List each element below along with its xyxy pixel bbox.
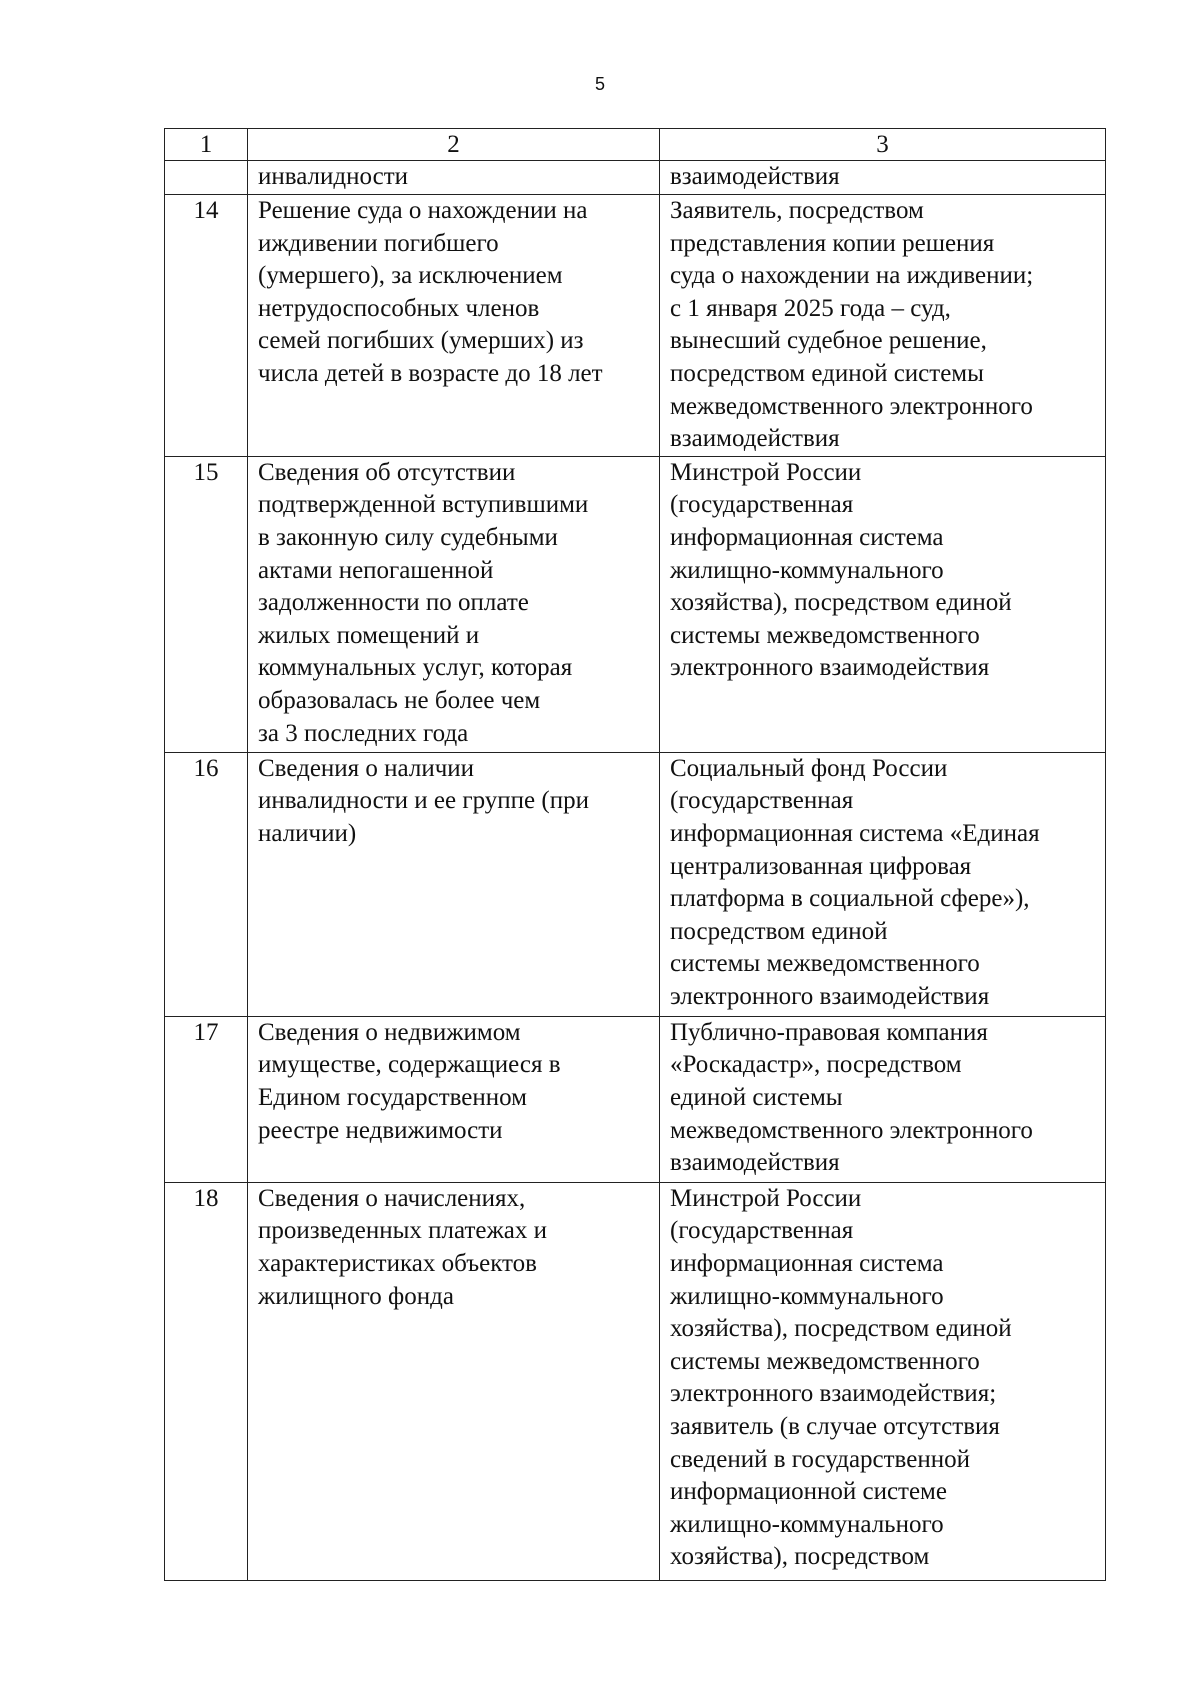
continuation-row bbox=[165, 161, 1106, 195]
row-number-cell bbox=[165, 161, 248, 195]
table-row bbox=[165, 752, 1106, 1016]
row-number-cell: 15 bbox=[165, 456, 248, 752]
table-header-row bbox=[165, 129, 1106, 161]
table-row bbox=[165, 1182, 1106, 1580]
document-cell: Решение суда о нахождении на иждивении погибшего (умершего), за исключением нетрудоспособных членов семей погибших (умерших) из числа детей в возрасте до 18 лет bbox=[248, 195, 660, 457]
row-number-cell: 14 bbox=[165, 195, 248, 457]
row-number-cell: 18 bbox=[165, 1182, 248, 1580]
documents-table bbox=[164, 128, 1106, 1581]
document-cell: Сведения об отсутствии подтвержденной вступившими в законную силу судебными актами непогашенной задолженности по оплате жилых помещений и коммунальных услуг, которая образовалась не более чем за 3 последних года bbox=[248, 456, 660, 752]
document-cell: Сведения о недвижимом имуществе, содержащиеся в Едином государственном реестре недвижимости bbox=[248, 1016, 660, 1182]
document-cell: инвалидности bbox=[248, 161, 660, 195]
header-cell-column-3: 3 bbox=[660, 129, 1106, 161]
row-number-cell: 17 bbox=[165, 1016, 248, 1182]
source-cell: Публично-правовая компания «Роскадастр», посредством единой системы межведомственного электронного взаимодействия bbox=[660, 1016, 1106, 1182]
source-cell: Минстрой России (государственная информационная система жилищно-коммунального хозяйства), посредством единой системы межведомственного электронного взаимодействия; заявитель (в случае отсутствия сведений в государственной информационной системе жилищно-коммунального хозяйства), посредством bbox=[660, 1182, 1106, 1580]
document-cell: Сведения о начислениях, произведенных платежах и характеристиках объектов жилищного фонда bbox=[248, 1182, 660, 1580]
row-number-cell: 16 bbox=[165, 752, 248, 1016]
source-cell: взаимодействия bbox=[660, 161, 1106, 195]
header-cell-column-2: 2 bbox=[248, 129, 660, 161]
source-cell: Минстрой России (государственная информационная система жилищно-коммунального хозяйства), посредством единой системы межведомственного электронного взаимодействия bbox=[660, 456, 1106, 752]
table-row bbox=[165, 195, 1106, 457]
page-number: 5 bbox=[594, 74, 605, 94]
header-cell-column-1: 1 bbox=[165, 129, 248, 161]
table-row bbox=[165, 1016, 1106, 1182]
document-cell: Сведения о наличии инвалидности и ее группе (при наличии) bbox=[248, 752, 660, 1016]
source-cell: Заявитель, посредством представления копии решения суда о нахождении на иждивении; с 1 января 2025 года – суд, вынесший судебное решение, посредством единой системы межведомственного электронного взаимодействия bbox=[660, 195, 1106, 457]
source-cell: Социальный фонд России (государственная информационная система «Единая централизованная цифровая платформа в социальной сфере»), посредством единой системы межведомственного электронного взаимодействия bbox=[660, 752, 1106, 1016]
table-row bbox=[165, 456, 1106, 752]
